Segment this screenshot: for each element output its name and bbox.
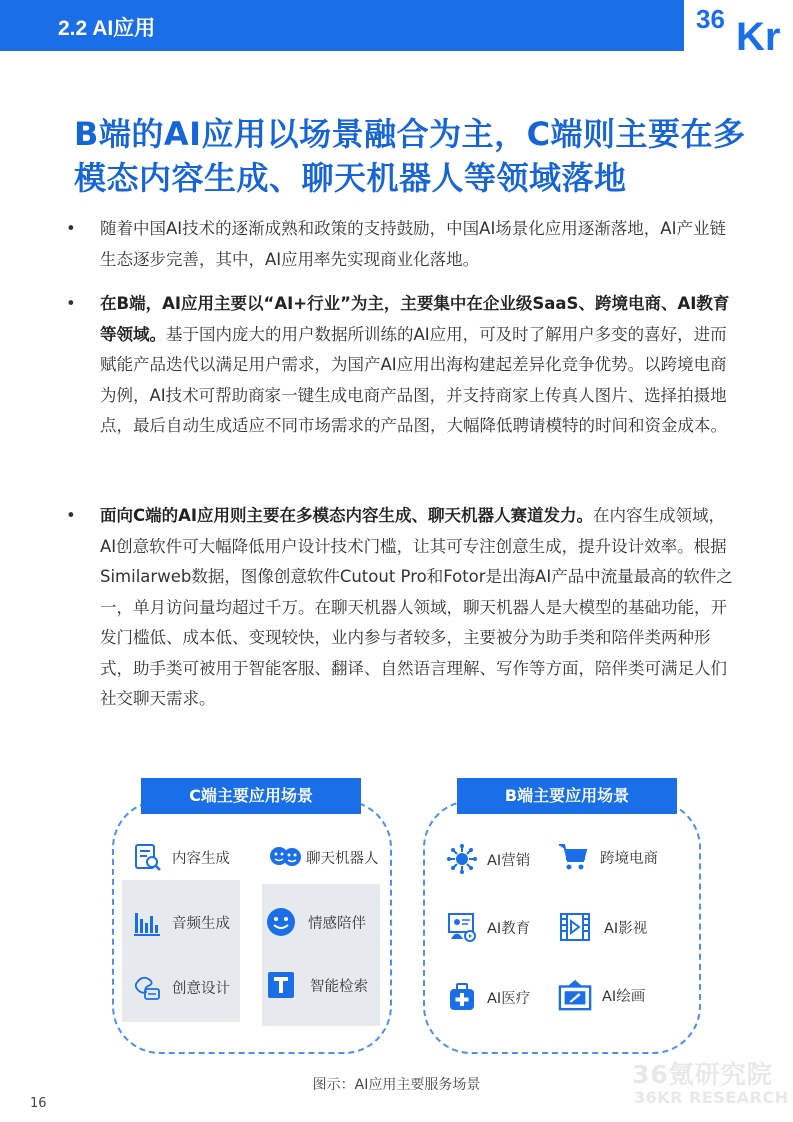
watermark-cn: 36氪研究院 bbox=[632, 1060, 773, 1089]
scenario-item-ai-education bbox=[445, 910, 530, 944]
scenario-label: 内容生成 bbox=[172, 850, 230, 867]
scenario-label: 聊天机器人 bbox=[306, 850, 379, 867]
text-t-icon bbox=[264, 968, 298, 1002]
scenario-item-content-gen bbox=[130, 840, 230, 874]
scenario-label: 智能检索 bbox=[310, 978, 368, 995]
smile-face-icon bbox=[264, 905, 298, 939]
bullet-paragraph-1 bbox=[66, 214, 738, 275]
shopping-cart-icon bbox=[556, 840, 590, 874]
scenario-item-chatbot bbox=[268, 840, 379, 874]
audio-bars-icon bbox=[130, 905, 164, 939]
scenario-item-cross-border-ecommerce bbox=[556, 840, 658, 874]
scenario-label: 创意设计 bbox=[172, 980, 230, 997]
b-end-tag: B端主要应用场景 bbox=[457, 778, 677, 814]
chat-faces-icon bbox=[268, 840, 302, 874]
scenario-item-ai-film bbox=[558, 910, 647, 944]
36kr-logo bbox=[684, 0, 793, 51]
film-play-icon bbox=[558, 910, 592, 944]
title-line-2: 模态内容生成、聊天机器人等领域落地 bbox=[74, 159, 627, 197]
bullet-paragraph-3 bbox=[66, 501, 738, 715]
scenario-label: AI教育 bbox=[487, 920, 531, 937]
scenario-item-ai-painting bbox=[558, 978, 645, 1012]
paragraph-body bbox=[100, 501, 738, 715]
scenario-item-ai-marketing bbox=[445, 842, 530, 876]
paragraph-text: 基于国内庞大的用户数据所训练的AI应用，可及时了解用户多变的喜好，进而赋能产品迭代以满足用户需求，为国产AI应用出海构建起差异化竞争优势。以跨境电商为例，AI技术可帮助商家一键生成电商产品图，并支持商家上传真人图片、选择拍摄地点，最后自动生成适应不同市场需求的产品图，大幅降低聘请模特的时间和资金成本。 bbox=[100, 324, 727, 435]
scenario-item-ai-medical bbox=[445, 980, 530, 1014]
scenario-item-creative-design bbox=[130, 970, 230, 1004]
scenario-label: AI影视 bbox=[604, 920, 648, 937]
scenario-item-audio-gen bbox=[130, 905, 230, 939]
scenario-item-emotional-company bbox=[264, 905, 366, 939]
watermark-en: 36KR RESEARCH bbox=[634, 1088, 789, 1107]
logo-text-kr: Kr bbox=[736, 15, 781, 51]
paragraph-bold-lead: 在B端，AI应用主要以“AI+行业”为主，主要集中在企业级SaaS、跨境电商、AI教育等领域。 bbox=[100, 294, 730, 344]
scenario-label: 音频生成 bbox=[172, 915, 230, 932]
page-number: 16 bbox=[30, 1096, 47, 1111]
scenario-label: 跨境电商 bbox=[600, 850, 658, 867]
bullet-dot: • bbox=[66, 506, 76, 525]
bullet-dot: • bbox=[66, 294, 76, 313]
figure-caption: 图示：AI应用主要服务场景 bbox=[312, 1077, 481, 1093]
painting-frame-icon bbox=[558, 978, 592, 1012]
section-label: 2.2 AI应用 bbox=[58, 17, 156, 40]
scenario-label: AI医疗 bbox=[487, 990, 531, 1007]
paragraph-text: 随着中国AI技术的逐渐成熟和政策的支持鼓励，中国AI场景化应用逐渐落地，AI产业链生态逐步完善，其中，AI应用率先实现商业化落地。 bbox=[100, 219, 726, 269]
scenario-item-smart-search bbox=[264, 968, 368, 1002]
paragraph-body bbox=[100, 289, 738, 442]
scenario-label: AI营销 bbox=[487, 852, 531, 869]
page-title bbox=[74, 112, 754, 200]
bullet-dot: • bbox=[66, 219, 76, 238]
medical-kit-icon bbox=[445, 980, 479, 1014]
scenario-label: 情感陪伴 bbox=[308, 915, 366, 932]
c-end-tag: C端主要应用场景 bbox=[141, 778, 361, 814]
network-hub-icon bbox=[445, 842, 479, 876]
bullet-paragraph-2 bbox=[66, 289, 738, 442]
paragraph-text: 在内容生成领域，AI创意软件可大幅降低用户设计技术门槛，让其可专注创意生成，提升设计效率。根据Similarweb数据，图像创意软件Cutout Pro和Fotor是出海AI产品中流量最高的软件之一，单月访问量均超过千万。在聊天机器人领域，聊天机器人是大模型的基础功能，开发门槛低、成本低、变现较快，业内参与者较多，主要被分为助手类和陪伴类两种形式，助手类可被用于智能客服、翻译、自然语言理解、写作等方面，陪伴类可满足人们社交聊天需求。 bbox=[100, 506, 733, 708]
design-palette-icon bbox=[130, 970, 164, 1004]
title-line-1: B端的AI应用以场景融合为主，C端则主要在多 bbox=[74, 115, 746, 153]
paragraph-bold-lead: 面向C端的AI应用则主要在多模态内容生成、聊天机器人赛道发力。 bbox=[100, 506, 594, 525]
logo-text-36: 36 bbox=[696, 4, 725, 34]
document-search-icon bbox=[130, 840, 164, 874]
header-bar bbox=[0, 0, 793, 51]
scenario-label: AI绘画 bbox=[602, 988, 646, 1005]
teacher-board-icon bbox=[445, 910, 479, 944]
